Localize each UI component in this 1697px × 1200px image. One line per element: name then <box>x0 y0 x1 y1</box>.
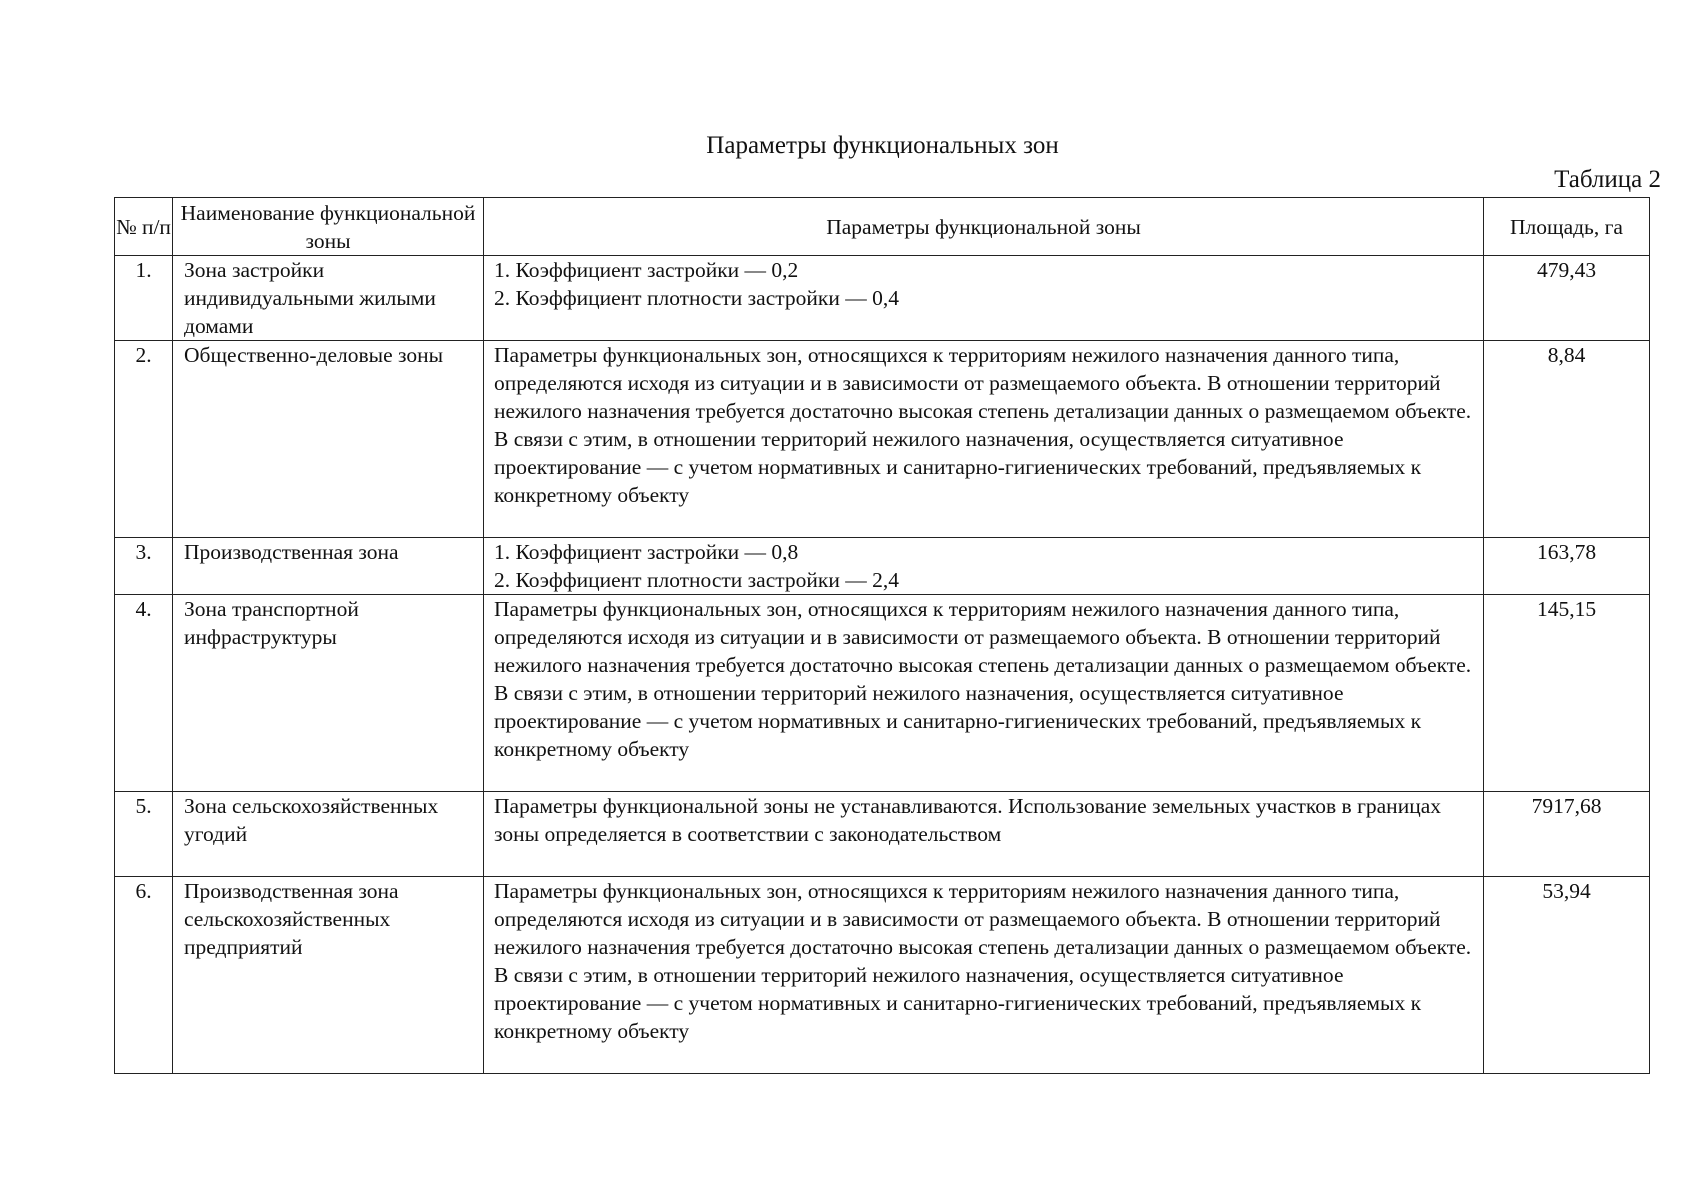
zones-table <box>114 197 1650 1074</box>
zone-area: 53,94 <box>1484 877 1650 1074</box>
zone-params <box>484 256 1484 341</box>
table-row <box>115 877 1650 1074</box>
header-params: Параметры функциональной зоны <box>484 198 1484 256</box>
param-line: 1. Коэффициент застройки — 0,2 <box>494 258 799 282</box>
zone-area: 145,15 <box>1484 595 1650 792</box>
zone-area: 8,84 <box>1484 341 1650 538</box>
param-line: 2. Коэффициент плотности застройки — 0,4 <box>494 286 899 310</box>
header-num: № п/п <box>115 198 173 256</box>
zone-area: 7917,68 <box>1484 792 1650 877</box>
zone-name: Зона сельскохозяйственных угодий <box>173 792 484 877</box>
table-row <box>115 595 1650 792</box>
param-line: Параметры функциональной зоны не устанавливаются. Использование земельных участков в границах зоны определяется в соответствии с законодательством <box>494 794 1441 846</box>
table-row <box>115 341 1650 538</box>
zone-params <box>484 538 1484 595</box>
table-row <box>115 256 1650 341</box>
header-name: Наименование функциональной зоны <box>173 198 484 256</box>
header-area: Площадь, га <box>1484 198 1650 256</box>
row-num: 1. <box>115 256 173 341</box>
row-num: 3. <box>115 538 173 595</box>
table-row <box>115 538 1650 595</box>
zone-params <box>484 595 1484 792</box>
zone-area: 479,43 <box>1484 256 1650 341</box>
document-title: Параметры функциональных зон <box>706 132 1059 159</box>
zone-params <box>484 877 1484 1074</box>
row-num: 6. <box>115 877 173 1074</box>
zone-area: 163,78 <box>1484 538 1650 595</box>
param-line: Параметры функциональных зон, относящихся к территориям нежилого назначения данного типа, определяются исходя из ситуации и в зависимости от размещаемого объекта. В отношении территорий нежилого назначения требуется достаточно высокая степень детализации данных о размещаемом объекте. В связи с этим, в отношении территорий нежилого назначения, осуществляется ситуативное проектирование — с учетом нормативных и санитарно-гигиенических требований, предъявляемых к конкретному объекту <box>494 343 1472 507</box>
param-line: Параметры функциональных зон, относящихся к территориям нежилого назначения данного типа, определяются исходя из ситуации и в зависимости от размещаемого объекта. В отношении территорий нежилого назначения требуется достаточно высокая степень детализации данных о размещаемом объекте. В связи с этим, в отношении территорий нежилого назначения, осуществляется ситуативное проектирование — с учетом нормативных и санитарно-гигиенических требований, предъявляемых к конкретному объекту <box>494 597 1472 761</box>
table-row <box>115 792 1650 877</box>
row-num: 5. <box>115 792 173 877</box>
row-num: 4. <box>115 595 173 792</box>
zone-name: Общественно-деловые зоны <box>173 341 484 538</box>
row-num: 2. <box>115 341 173 538</box>
zone-name: Производственная зона сельскохозяйственных предприятий <box>173 877 484 1074</box>
zone-name: Зона транспортной инфраструктуры <box>173 595 484 792</box>
zone-params <box>484 792 1484 877</box>
param-line: 2. Коэффициент плотности застройки — 2,4 <box>494 568 899 592</box>
zone-name: Зона застройки индивидуальными жилыми домами <box>173 256 484 341</box>
param-line: 1. Коэффициент застройки — 0,8 <box>494 540 799 564</box>
table-header-row <box>115 198 1650 256</box>
param-line: Параметры функциональных зон, относящихся к территориям нежилого назначения данного типа, определяются исходя из ситуации и в зависимости от размещаемого объекта. В отношении территорий нежилого назначения требуется достаточно высокая степень детализации данных о размещаемом объекте. В связи с этим, в отношении территорий нежилого назначения, осуществляется ситуативное проектирование — с учетом нормативных и санитарно-гигиенических требований, предъявляемых к конкретному объекту <box>494 879 1472 1043</box>
zone-params <box>484 341 1484 538</box>
zone-name: Производственная зона <box>173 538 484 595</box>
table-number-label: Таблица 2 <box>1554 166 1661 193</box>
